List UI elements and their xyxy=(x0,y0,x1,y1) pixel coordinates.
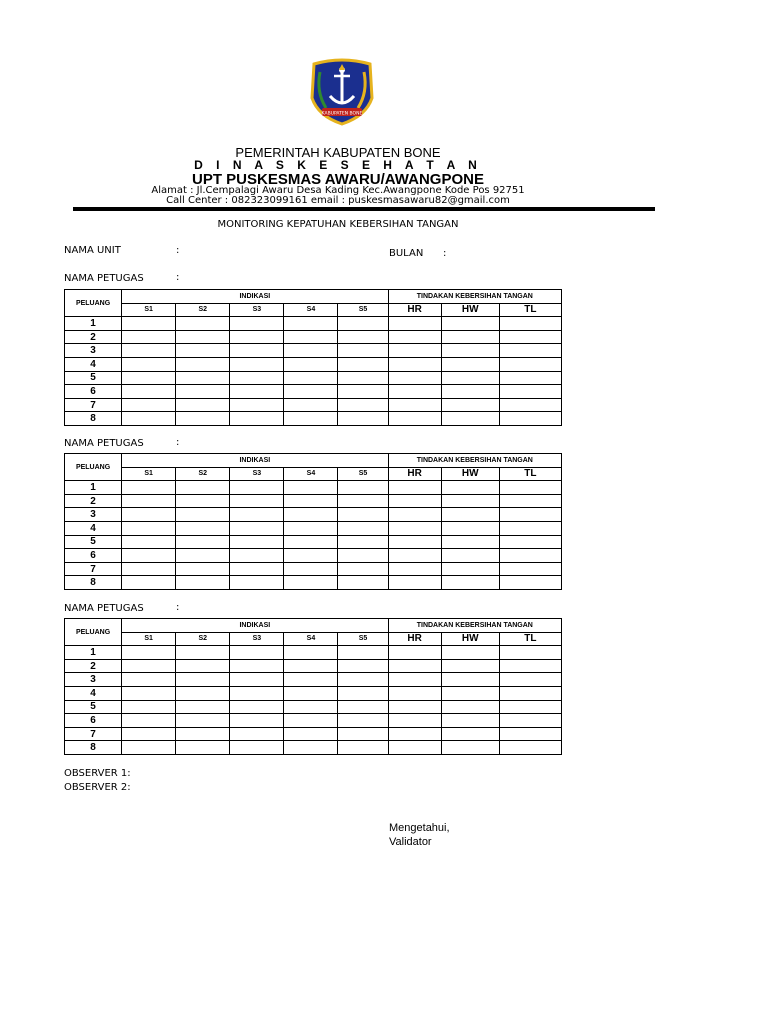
header-contact: Call Center : 082323099161 email : puskesmasawaru82@gmail.com xyxy=(166,195,510,206)
tindakan-header: TINDAKAN KEBERSIHAN TANGAN xyxy=(388,454,561,468)
svg-text:KABUPATEN BONE: KABUPATEN BONE xyxy=(321,111,363,117)
table-row: 5 xyxy=(65,371,562,385)
col-s4: S4 xyxy=(284,303,338,317)
col-tl: TL xyxy=(499,303,561,317)
table-row: 8 xyxy=(65,576,562,590)
col-hw: HW xyxy=(441,303,499,317)
col-hr: HR xyxy=(388,467,441,481)
indikasi-header: INDIKASI xyxy=(122,454,388,468)
nama-petugas-label: NAMA PETUGAS xyxy=(64,273,144,284)
table-row: 3 xyxy=(65,673,562,687)
table-row: 2 xyxy=(65,659,562,673)
col-hw: HW xyxy=(441,467,499,481)
table-row: 5 xyxy=(65,535,562,549)
table-row: 7 xyxy=(65,727,562,741)
col-s1: S1 xyxy=(122,467,176,481)
col-hr: HR xyxy=(388,303,441,317)
col-tl: TL xyxy=(499,467,561,481)
validator-text: Validator xyxy=(389,836,432,848)
observer-2-label: OBSERVER 2: xyxy=(64,782,131,793)
monitoring-table-3 xyxy=(64,618,562,755)
col-s3: S3 xyxy=(230,632,284,646)
table-row: 3 xyxy=(65,508,562,522)
nama-unit-label: NAMA UNIT xyxy=(64,245,121,256)
col-s1: S1 xyxy=(122,303,176,317)
col-s2: S2 xyxy=(176,632,230,646)
observer-1-label: OBSERVER 1: xyxy=(64,768,131,779)
peluang-header: PELUANG xyxy=(65,290,122,317)
table-row: 1 xyxy=(65,646,562,660)
mengetahui-text: Mengetahui, xyxy=(389,822,450,834)
col-s4: S4 xyxy=(284,467,338,481)
header-department: D I N A S K E S E H A T A N xyxy=(194,158,482,172)
table-row: 6 xyxy=(65,714,562,728)
table-row: 6 xyxy=(65,385,562,399)
table-row: 4 xyxy=(65,686,562,700)
col-s2: S2 xyxy=(176,303,230,317)
bulan-label: BULAN xyxy=(389,248,424,259)
tindakan-header: TINDAKAN KEBERSIHAN TANGAN xyxy=(388,290,561,304)
kabupaten-bone-logo xyxy=(306,58,378,126)
col-s1: S1 xyxy=(122,632,176,646)
table-row: 8 xyxy=(65,412,562,426)
bulan-colon: : xyxy=(443,248,447,259)
col-s3: S3 xyxy=(230,303,284,317)
table-row: 7 xyxy=(65,562,562,576)
nama-petugas-label: NAMA PETUGAS xyxy=(64,438,144,449)
table-row: 7 xyxy=(65,398,562,412)
table-row: 6 xyxy=(65,549,562,563)
col-s4: S4 xyxy=(284,632,338,646)
table-row: 5 xyxy=(65,700,562,714)
peluang-header: PELUANG xyxy=(65,454,122,481)
nama-petugas-label: NAMA PETUGAS xyxy=(64,603,144,614)
tindakan-header: TINDAKAN KEBERSIHAN TANGAN xyxy=(388,619,561,633)
col-s5: S5 xyxy=(338,467,388,481)
col-s5: S5 xyxy=(338,632,388,646)
header-divider xyxy=(73,207,655,211)
table-row: 8 xyxy=(65,741,562,755)
header-institution: UPT PUSKESMAS AWARU/AWANGPONE xyxy=(192,171,484,188)
document-title: MONITORING KEPATUHAN KEBERSIHAN TANGAN xyxy=(217,219,459,230)
nama-petugas-colon: : xyxy=(176,272,180,283)
col-s5: S5 xyxy=(338,303,388,317)
header-government: PEMERINTAH KABUPATEN BONE xyxy=(235,145,441,160)
col-hr: HR xyxy=(388,632,441,646)
table-row: 2 xyxy=(65,494,562,508)
col-s2: S2 xyxy=(176,467,230,481)
nama-unit-colon: : xyxy=(176,245,180,256)
col-s3: S3 xyxy=(230,467,284,481)
col-tl: TL xyxy=(499,632,561,646)
monitoring-table-2 xyxy=(64,453,562,590)
table-row: 4 xyxy=(65,521,562,535)
nama-petugas-colon: : xyxy=(176,437,180,448)
monitoring-table-1 xyxy=(64,289,562,426)
table-row: 1 xyxy=(65,317,562,331)
table-row: 1 xyxy=(65,481,562,495)
indikasi-header: INDIKASI xyxy=(122,619,388,633)
col-hw: HW xyxy=(441,632,499,646)
header-address: Alamat : Jl.Cempalagi Awaru Desa Kading Kec.Awangpone Kode Pos 92751 xyxy=(151,185,525,196)
nama-petugas-colon: : xyxy=(176,602,180,613)
table-row: 2 xyxy=(65,330,562,344)
peluang-header: PELUANG xyxy=(65,619,122,646)
table-row: 3 xyxy=(65,344,562,358)
table-row: 4 xyxy=(65,357,562,371)
indikasi-header: INDIKASI xyxy=(122,290,388,304)
